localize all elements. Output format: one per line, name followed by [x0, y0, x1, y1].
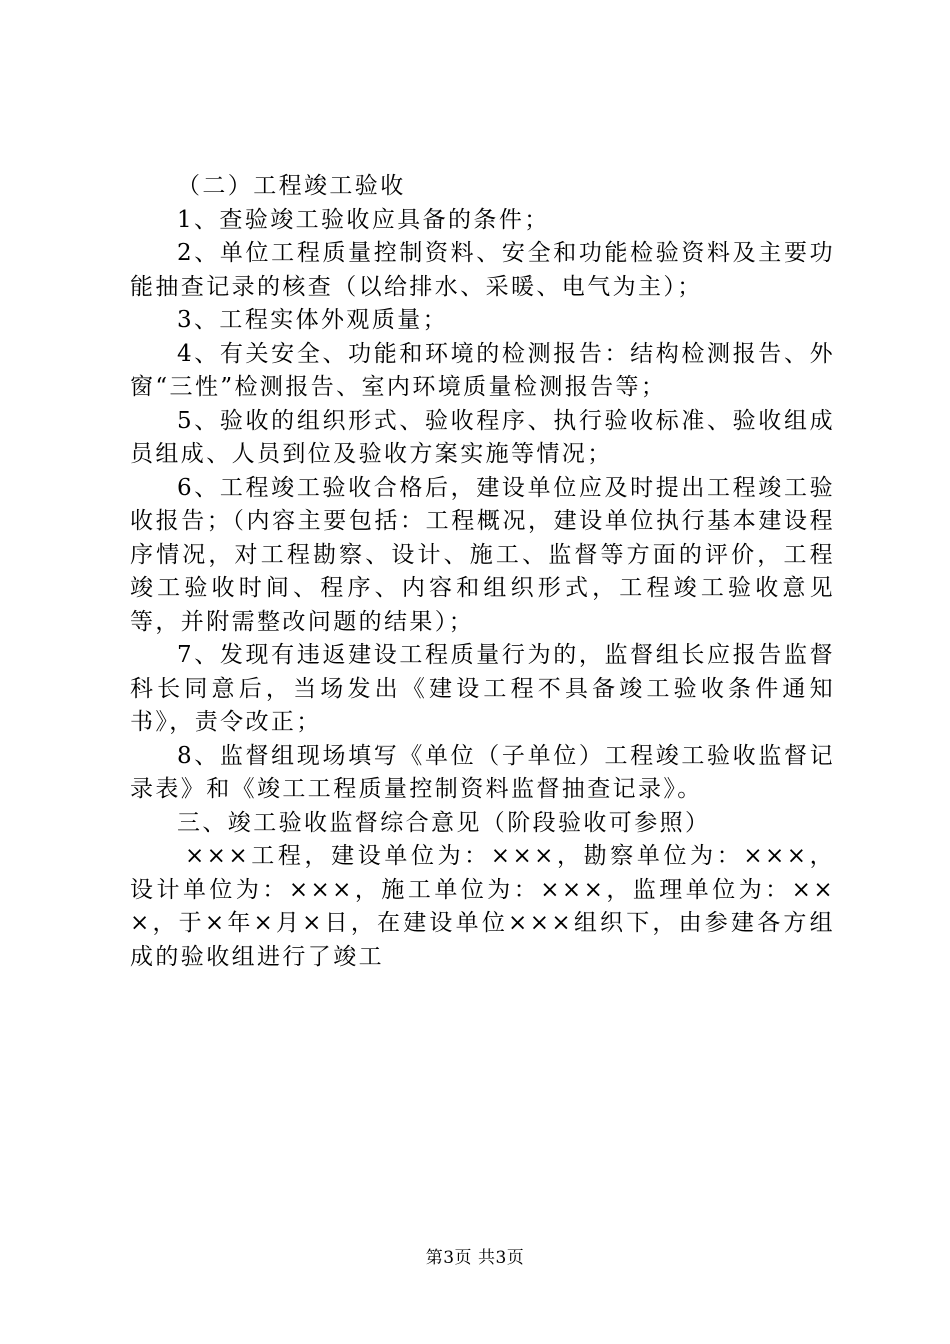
section-heading-supervision-opinion: 三、竣工验收监督综合意见（阶段验收可参照）	[177, 809, 711, 836]
page-number-footer: 第3页 共3页	[425, 1248, 525, 1268]
list-item-2: 2、单位工程质量控制资料、安全和功能检验资料及主要功能抽查记录的核查（以给排水、采暖、电气为主）；	[130, 240, 835, 300]
list-item-5: 5、验收的组织形式、验收程序、执行验收标准、验收组成员组成、人员到位及验收方案实施等情况；	[130, 407, 835, 467]
list-item-6: 6、工程竣工验收合格后，建设单位应及时提出工程竣工验收报告；（内容主要包括：工程概况，建设单位执行基本建设程序情况，对工程勘察、设计、施工、监督等方面的评价，工程竣工验收时间、程序、内容和组织形式，工程竣工验收意见等，并附需整改问题的结果）；	[130, 474, 835, 635]
document-body	[130, 170, 835, 974]
section-heading-completion-acceptance: （二）工程竣工验收	[177, 173, 406, 199]
opinion-paragraph: ×××工程，建设单位为：×××，勘察单位为：×××，设计单位为：×××，施工单位为：×××，监理单位为：×××，于×年×月×日，在建设单位×××组织下，由参建各方组成的验收组进行了竣工	[130, 843, 835, 970]
list-item-3: 3、工程实体外观质量；	[177, 307, 449, 333]
list-item-8: 8、监督组现场填写《单位（子单位）工程竣工验收监督记录表》和《竣工工程质量控制资料监督抽查记录》。	[130, 742, 835, 802]
list-item-4: 4、有关安全、功能和环境的检测报告：结构检测报告、外窗“三性”检测报告、室内环境质量检测报告等；	[130, 340, 835, 400]
list-item-7: 7、发现有违返建设工程质量行为的，监督组长应报告监督科长同意后，当场发出《建设工程不具备竣工验收条件通知书》，责令改正；	[130, 642, 835, 735]
list-item-1: 1、查验竣工验收应具备的条件；	[177, 206, 550, 233]
